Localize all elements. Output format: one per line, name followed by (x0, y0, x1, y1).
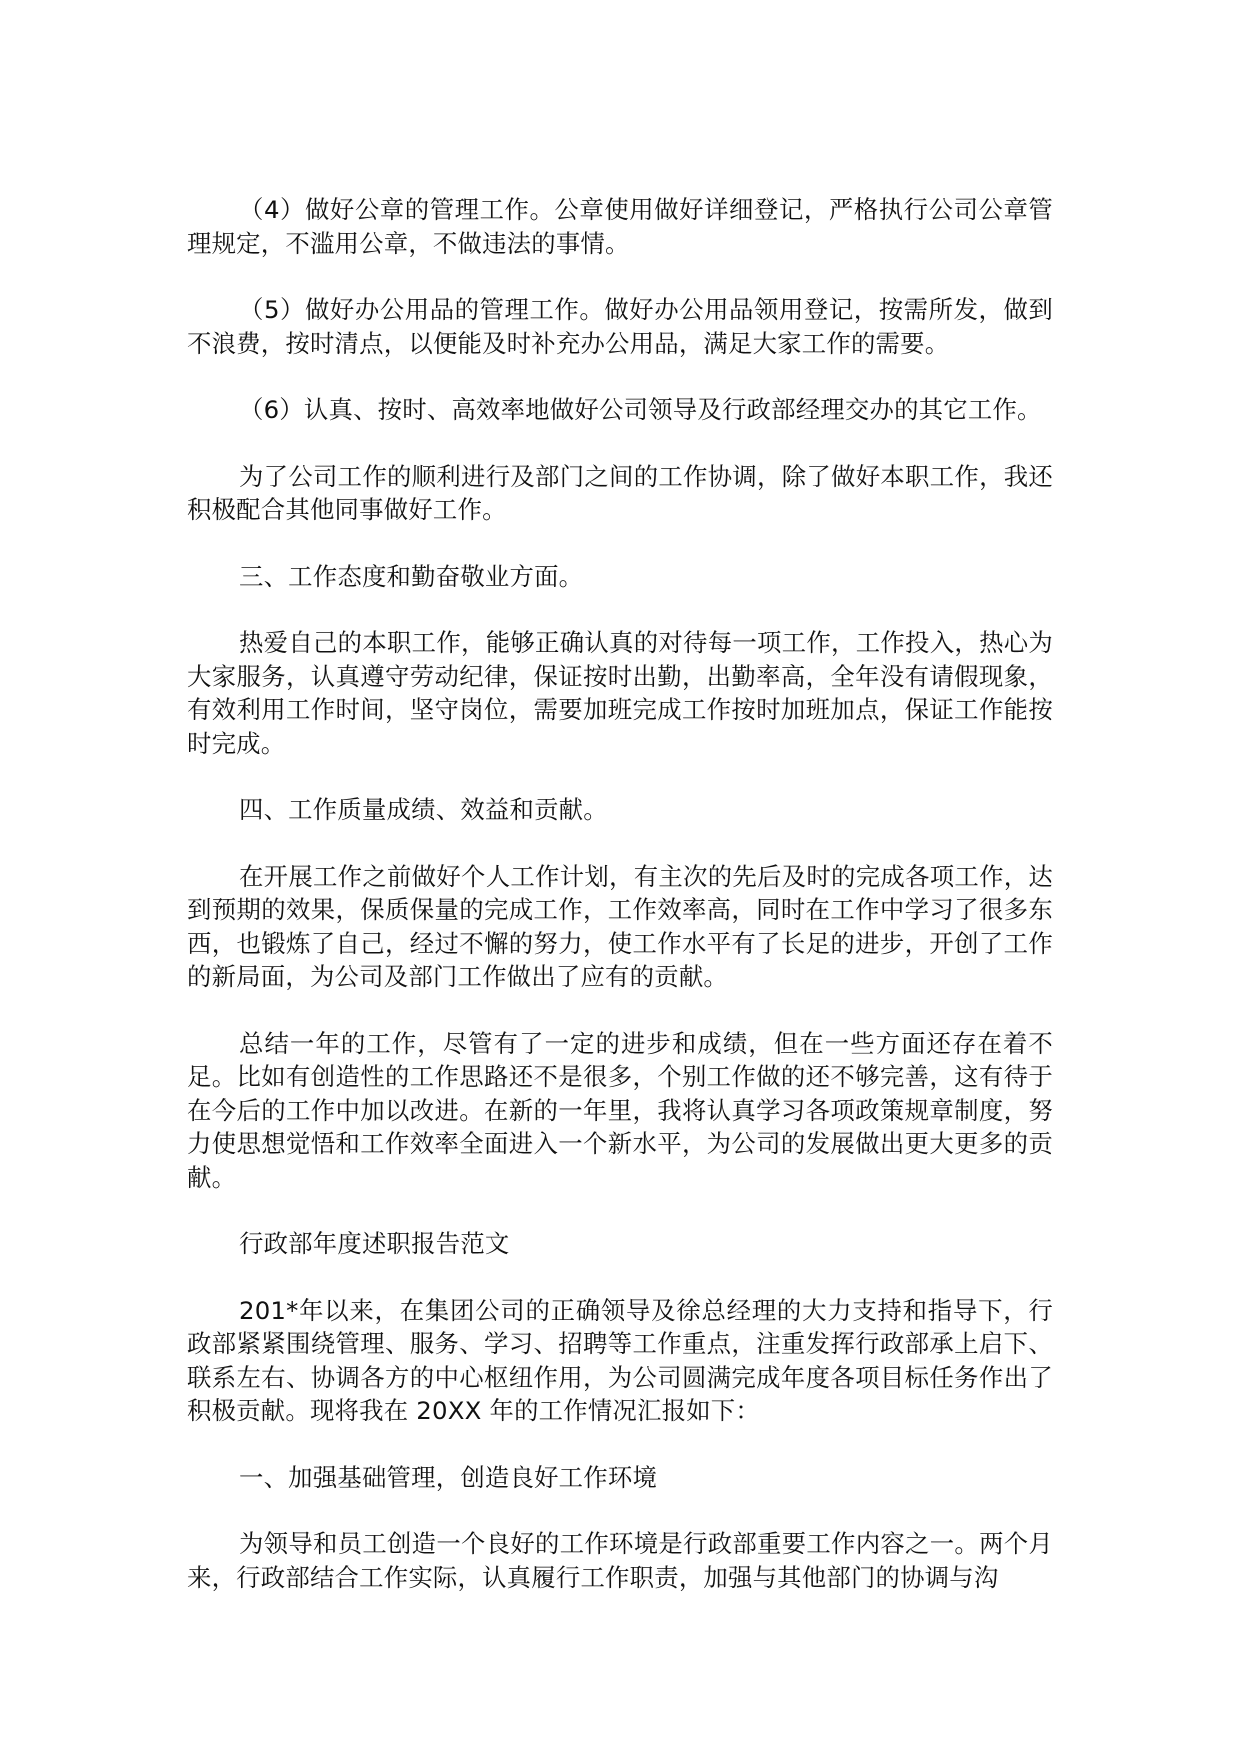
paragraph-other-tasks: （6）认真、按时、高效率地做好公司领导及行政部经理交办的其它工作。 (239, 395, 1042, 424)
paragraph-spacer (187, 360, 1053, 393)
paragraph-spacer (187, 994, 1053, 1027)
paragraph-seal-management: （4）做好公章的管理工作。公章使用做好详细登记，严格执行公司公章管理规定，不滥用公章，不做违法的事情。 (187, 195, 1053, 258)
section-heading-quality: 四、工作质量成绩、效益和贡献。 (239, 795, 608, 824)
paragraph-introduction: 201*年以来，在集团公司的正确领导及徐总经理的大力支持和指导下，行政部紧紧围绕管理、服务、学习、招聘等工作重点，注重发挥行政部承上启下、联系左右、协调各方的中心枢纽作用，为公司圆满完成年度各项目标任务作出了积极贡献。现将我在 20XX 年的工作情况汇报如下： (187, 1295, 1053, 1425)
paragraph-spacer (187, 1261, 1053, 1294)
paragraph-spacer (187, 260, 1053, 293)
paragraph-quality: 在开展工作之前做好个人工作计划，有主次的先后及时的完成各项工作，达到预期的效果，保质保量的完成工作，工作效率高，同时在工作中学习了很多东西，也锻炼了自己，经过不懈的努力，使工作水平有了长足的进步，开创了工作的新局面，为公司及部门工作做出了应有的贡献。 (187, 861, 1053, 991)
paragraph-office-supplies: （5）做好办公用品的管理工作。做好办公用品领用登记，按需所发，做到不浪费，按时清点，以便能及时补充办公用品，满足大家工作的需要。 (187, 295, 1053, 358)
paragraph-spacer (187, 593, 1053, 626)
paragraph-summary: 总结一年的工作，尽管有了一定的进步和成绩，但在一些方面还存在着不足。比如有创造性的工作思路还不是很多，个别工作做的还不够完善，这有待于在今后的工作中加以改进。在新的一年里，我将认真学习各项政策规章制度，努力使思想觉悟和工作效率全面进入一个新水平，为公司的发展做出更大更多的贡献。 (187, 1028, 1053, 1192)
paragraph-spacer (187, 427, 1053, 460)
section-heading-attitude: 三、工作态度和勤奋敬业方面。 (239, 561, 584, 591)
paragraph-spacer (187, 527, 1053, 560)
document-subtitle: 行政部年度述职报告范文 (239, 1229, 510, 1258)
section-heading-management: 一、加强基础管理，创造良好工作环境 (239, 1462, 658, 1492)
document-body (187, 193, 1053, 1594)
paragraph-cooperation: 为了公司工作的顺利进行及部门之间的工作协调，除了做好本职工作，我还积极配合其他同事做好工作。 (187, 461, 1053, 524)
paragraph-spacer (187, 1494, 1053, 1527)
paragraph-spacer (187, 827, 1053, 860)
paragraph-spacer (187, 1194, 1053, 1227)
paragraph-work-environment: 为领导和员工创造一个良好的工作环境是行政部重要工作内容之一。两个月来，行政部结合工作实际，认真履行工作职责，加强与其他部门的协调与沟 (187, 1529, 1053, 1592)
paragraph-attitude: 热爱自己的本职工作，能够正确认真的对待每一项工作，工作投入，热心为大家服务，认真遵守劳动纪律，保证按时出勤，出勤率高，全年没有请假现象，有效利用工作时间，坚守岗位，需要加班完成工作按时加班加点，保证工作能按时完成。 (187, 628, 1053, 758)
paragraph-spacer (187, 760, 1053, 793)
paragraph-spacer (187, 1428, 1053, 1461)
